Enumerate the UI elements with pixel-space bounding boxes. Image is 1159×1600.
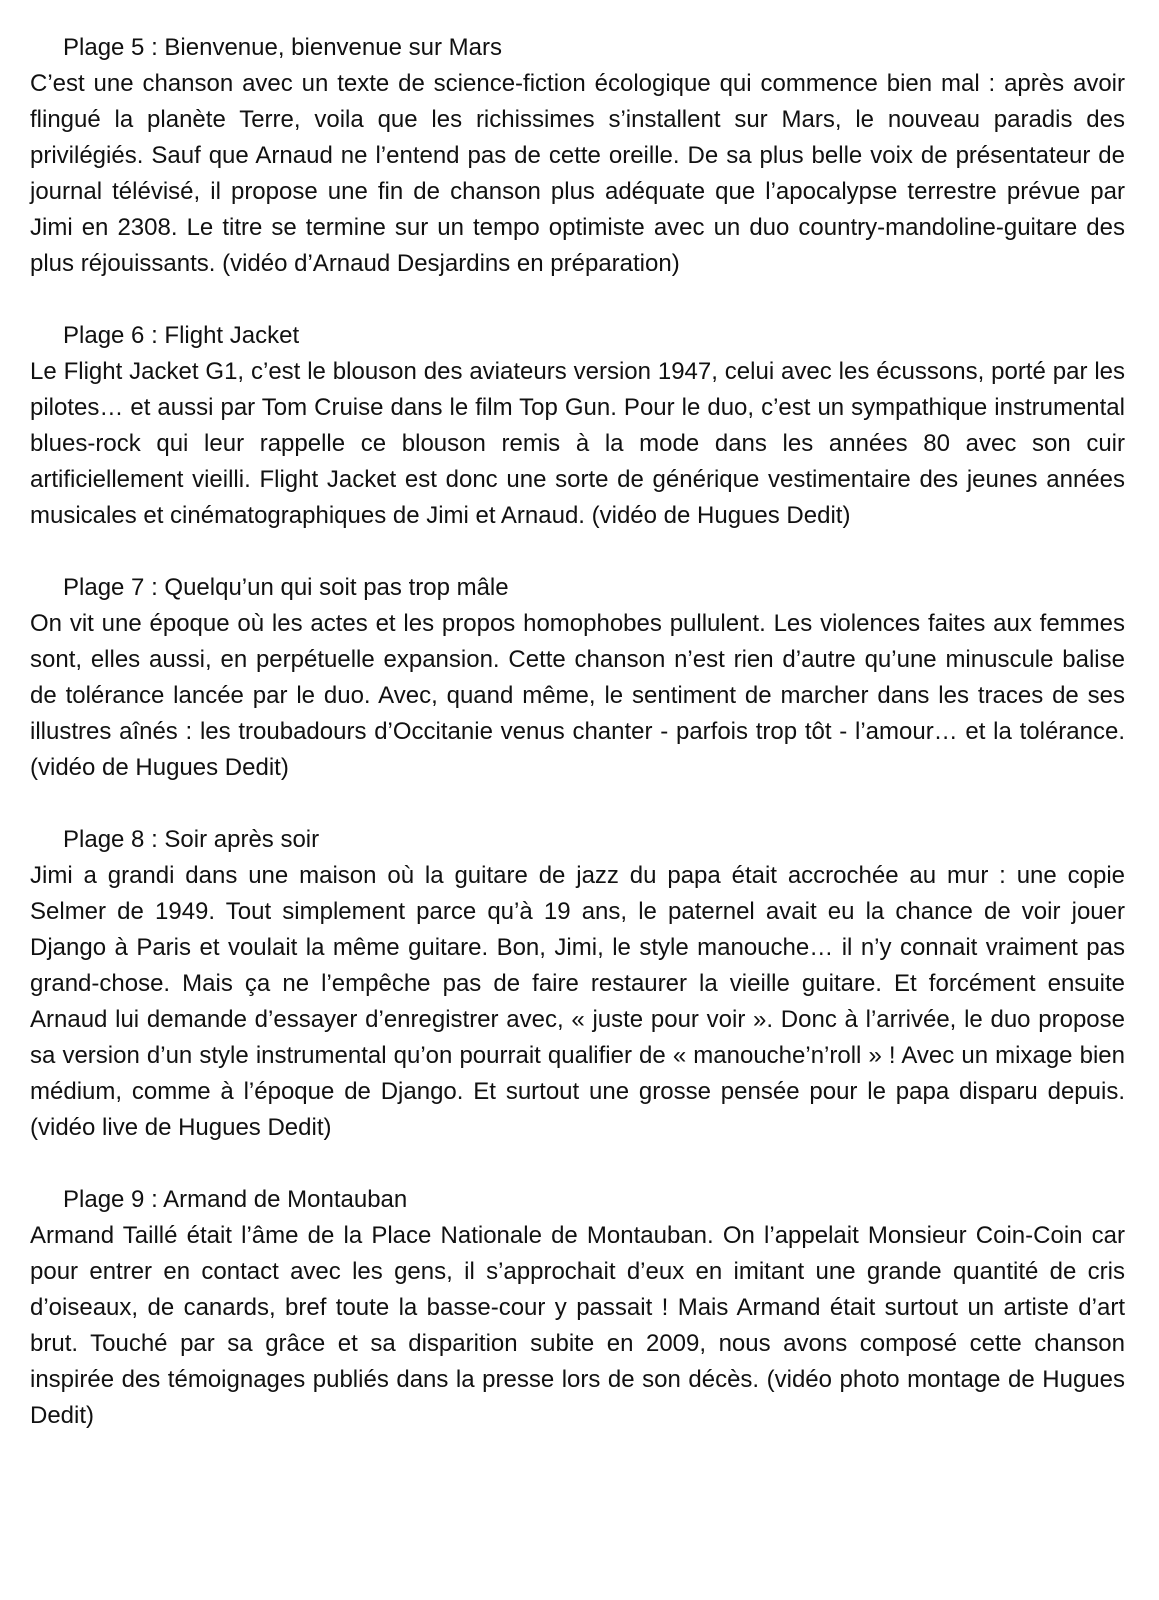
track-9-description: Armand Taillé était l’âme de la Place Nationale de Montauban. On l’appelait Monsieur Coin-Coin car pour entrer en contact avec les gens, il s’approchait d’eux en imitant une grande quantité de cris d’oiseaux, de canards, bref toute la basse-cour y passait ! Mais Armand était surtout un artiste d’art brut. Touché par sa grâce et sa disparition subite en 2009, nous avons composé cette chanson inspirée des témoignages publiés dans la presse lors de son décès. (vidéo photo montage de Hugues Dedit)	[30, 1222, 1125, 1429]
track-7-title: Plage 7 : Quelqu’un qui soit pas trop mâle	[63, 574, 509, 601]
track-8-section	[30, 822, 1125, 1146]
track-9-section	[30, 1182, 1125, 1434]
track-7-section	[30, 570, 1125, 786]
document-page	[30, 30, 1125, 1470]
track-8-description: Jimi a grandi dans une maison où la guitare de jazz du papa était accrochée au mur : une copie Selmer de 1949. Tout simplement parce qu’à 19 ans, le paternel avait eu la chance de voir jouer Django à Paris et voulait la même guitare. Bon, Jimi, le style manouche… il n’y connait vraiment pas grand-chose. Mais ça ne l’empêche pas de faire restaurer la vieille guitare. Et forcément ensuite Arnaud lui demande d’essayer d’enregistrer avec, « juste pour voir ». Donc à l’arrivée, le duo propose sa version d’un style instrumental qu’on pourrait qualifier de « manouche’n’roll » ! Avec un mixage bien médium, comme à l’époque de Django. Et surtout une grosse pensée pour le papa disparu depuis. (vidéo live de Hugues Dedit)	[30, 862, 1125, 1141]
track-9-title: Plage 9 : Armand de Montauban	[63, 1186, 408, 1213]
track-8-title: Plage 8 : Soir après soir	[63, 826, 320, 853]
track-6-description: Le Flight Jacket G1, c’est le blouson des aviateurs version 1947, celui avec les écussons, porté par les pilotes… et aussi par Tom Cruise dans le film Top Gun. Pour le duo, c’est un sympathique instrumental blues-rock qui leur rappelle ce blouson remis à la mode dans les années 80 avec son cuir artificiellement vieilli. Flight Jacket est donc une sorte de générique vestimentaire des jeunes années musicales et cinématographiques de Jimi et Arnaud. (vidéo de Hugues Dedit)	[30, 358, 1125, 529]
track-6-title: Plage 6 : Flight Jacket	[63, 322, 300, 349]
track-6-section	[30, 318, 1125, 534]
track-5-section	[30, 30, 1125, 282]
track-7-description: On vit une époque où les actes et les propos homophobes pullulent. Les violences faites aux femmes sont, elles aussi, en perpétuelle expansion. Cette chanson n’est rien d’autre qu’une minuscule balise de tolérance lancée par le duo. Avec, quand même, le sentiment de marcher dans les traces de ses illustres aînés : les troubadours d’Occitanie venus chanter - parfois trop tôt - l’amour… et la tolérance. (vidéo de Hugues Dedit)	[30, 610, 1125, 781]
track-5-description: C’est une chanson avec un texte de science-fiction écologique qui commence bien mal : après avoir flingué la planète Terre, voila que les richissimes s’installent sur Mars, le nouveau paradis des privilégiés. Sauf que Arnaud ne l’entend pas de cette oreille. De sa plus belle voix de présentateur de journal télévisé, il propose une fin de chanson plus adéquate que l’apocalypse terrestre prévue par Jimi en 2308. Le titre se termine sur un tempo optimiste avec un duo country-mandoline-guitare des plus réjouissants. (vidéo d’Arnaud Desjardins en préparation)	[30, 70, 1125, 277]
track-5-title: Plage 5 : Bienvenue, bienvenue sur Mars	[63, 34, 502, 61]
